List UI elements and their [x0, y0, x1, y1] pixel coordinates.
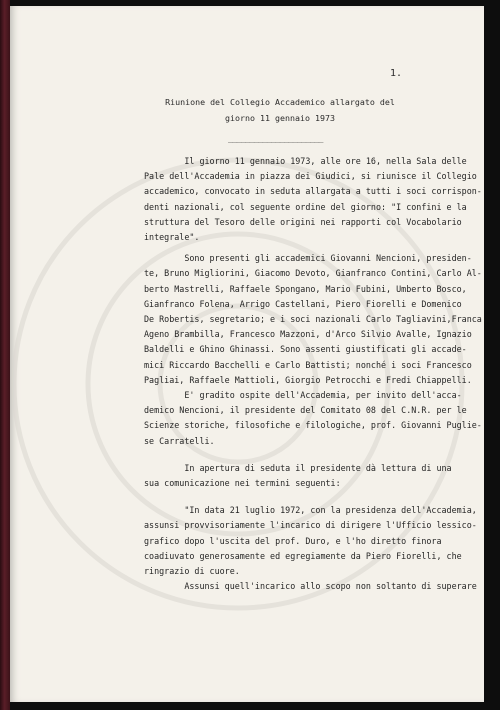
paragraph-4 — [144, 461, 452, 491]
text-line: E' gradito ospite dell'Accademia, per invito dell'acca- — [144, 390, 462, 401]
text-line: integrale". — [144, 232, 200, 243]
body-text — [144, 154, 482, 594]
document-title — [150, 94, 410, 126]
text-line: te, Bruno Migliorini, Giacomo Devoto, Gianfranco Contini, Carlo Al- — [144, 268, 482, 279]
text-line: se Carratelli. — [144, 435, 215, 446]
text-line: Il giorno 11 gennaio 1973, alle ore 16, nella Sala delle — [144, 156, 467, 166]
paragraph-1 — [144, 154, 482, 245]
text-line: In apertura di seduta il presidente dà lettura di una — [144, 462, 452, 473]
text-line: accademico, convocato in seduta allargata a tutti i soci corrispon- — [144, 186, 482, 197]
book-binding — [0, 0, 10, 710]
text-line: Ageno Brambilla, Francesco Mazzoni, d'Arco Silvio Avalle, Ignazio — [144, 329, 472, 340]
title-underline: ______________________ — [228, 134, 323, 143]
text-line: denti nazionali, col seguente ordine del giorno: "I confini e la — [144, 201, 467, 212]
paragraph-3 — [144, 388, 482, 449]
text-line: struttura del Tesoro delle origini nei rapporti col Vocabolario — [144, 216, 462, 227]
text-line: "In data 21 luglio 1972, con la presidenza dell'Accademia, — [144, 505, 477, 516]
text-line: Baldelli e Ghino Ghinassi. Sono assenti giustificati gli accade- — [144, 344, 467, 355]
title-line: Riunione del Collegio Accademico allargato del — [165, 97, 395, 107]
text-line: Sono presenti gli accademici Giovanni Nencioni, presiden- — [144, 253, 472, 264]
text-line: berto Mastrelli, Raffaele Spongano, Mario Fubini, Umberto Bosco, — [144, 283, 467, 294]
text-line: Assunsi quell'incarico allo scopo non soltanto di superare — [144, 581, 477, 592]
text-line: sua comunicazione nei termini seguenti: — [144, 478, 341, 489]
document-page — [10, 6, 484, 702]
text-line: Pale dell'Accademia in piazza dei Giudici, si riunisce il Collegio — [144, 171, 477, 182]
text-line: mici Riccardo Bacchelli e Carlo Battisti; nonché i soci Francesco — [144, 359, 472, 370]
page-number: 1. — [390, 68, 403, 79]
text-line: Gianfranco Folena, Arrigo Castellani, Piero Fiorelli e Domenico — [144, 298, 462, 309]
text-line: ringrazio di cuore. — [144, 566, 240, 577]
text-line: demico Nencioni, il presidente del Comitato 08 del C.N.R. per le — [144, 405, 467, 416]
text-line: assunsi provvisoriamente l'incarico di dirigere l'Ufficio lessico- — [144, 520, 477, 531]
text-line: grafico dopo l'uscita del prof. Duro, e l'ho diretto finora — [144, 535, 442, 546]
text-line: De Robertis, segretario; e i soci nazionali Carlo Tagliavini,Franca — [144, 314, 482, 325]
title-line: giorno 11 gennaio 1973 — [225, 113, 335, 123]
paragraph-5 — [144, 503, 477, 594]
text-line: Scienze storiche, filosofiche e filologiche, prof. Giovanni Puglie- — [144, 420, 482, 431]
text-line: coadiuvato generosamente ed egregiamente da Piero Fiorelli, che — [144, 550, 462, 561]
paragraph-2 — [144, 251, 482, 388]
text-line: Pagliai, Raffaele Mattioli, Giorgio Petrocchi e Fredi Chiappelli. — [144, 374, 472, 385]
